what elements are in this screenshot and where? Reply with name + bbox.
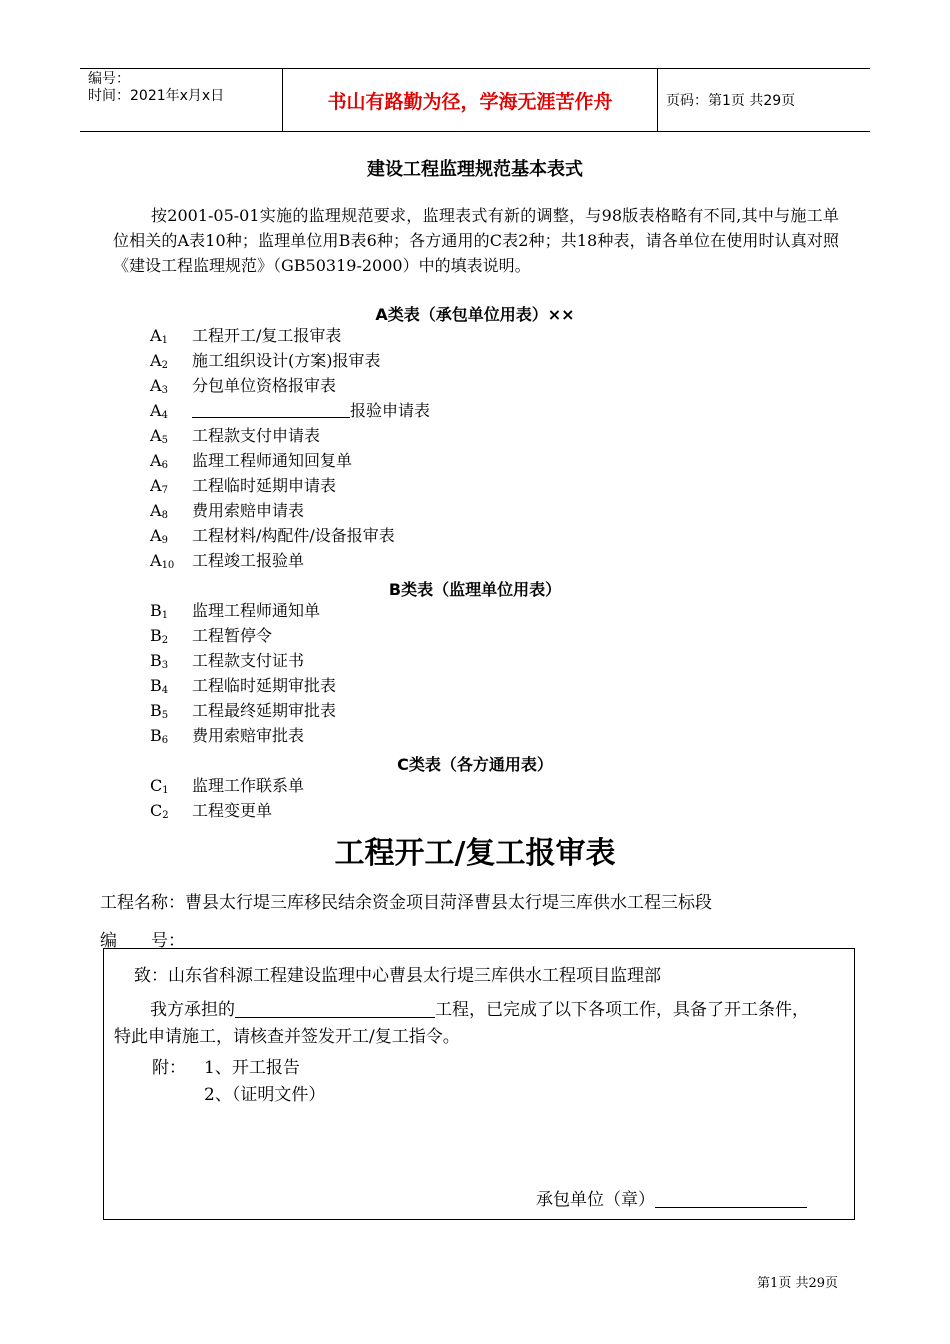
item-label: 报验申请表	[350, 401, 431, 420]
item-code	[150, 350, 192, 377]
page-footer: 第1页 共29页	[757, 1276, 838, 1291]
intro-paragraph: 按2001-05-01实施的监理规范要求，监理表式有新的调整，与98版表格略有不同,其中与施工单位相关的A表10种；监理单位用B表6种；各方通用的C表2种；共18种表，请各单位在使用时认真对照《建设工程监理规范》（GB50319-2000）中的填表说明。	[113, 206, 839, 275]
item-code	[150, 500, 192, 527]
item-label: 施工组织设计(方案)报审表	[192, 351, 381, 370]
attach-1: 1、开工报告	[204, 1058, 300, 1078]
item-label: 费用索赔申请表	[192, 501, 305, 520]
item-letter: B	[150, 676, 162, 695]
item-subscript: 8	[161, 510, 168, 521]
list-item	[150, 700, 336, 727]
item-label: 费用索赔审批表	[192, 726, 305, 745]
item-label: 工程变更单	[192, 801, 273, 820]
section-b-title: B类表（监理单位用表）	[388, 580, 562, 599]
item-subscript: 1	[161, 335, 168, 346]
signature-blank[interactable]	[655, 1190, 807, 1208]
list-item	[150, 375, 336, 402]
list-item	[150, 525, 395, 552]
item-letter: A	[150, 426, 162, 445]
item-subscript: 2	[161, 360, 168, 371]
item-label: 监理工程师通知回复单	[192, 451, 353, 470]
item-code	[150, 700, 192, 727]
attach-label: 附：	[152, 1058, 186, 1078]
header-meta	[80, 69, 282, 131]
body-line-1	[150, 995, 809, 1020]
item-letter: A	[150, 351, 162, 370]
item-subscript: 4	[161, 410, 168, 421]
item-subscript: 10	[161, 560, 175, 571]
item-code	[150, 725, 192, 752]
item-letter: A	[150, 476, 162, 495]
item-label: 工程开工/复工报审表	[192, 326, 342, 345]
item-code	[150, 675, 192, 702]
item-letter: A	[150, 326, 162, 345]
item-code	[150, 800, 192, 827]
list-item	[150, 500, 304, 527]
item-label: 监理工作联系单	[192, 776, 305, 795]
attach-2: 2、（证明文件）	[204, 1085, 326, 1105]
item-code	[150, 550, 192, 577]
item-subscript: 2	[161, 635, 169, 646]
item-label: 工程竣工报验单	[192, 551, 305, 570]
item-letter: C	[150, 801, 163, 820]
item-letter: B	[150, 601, 162, 620]
form-number: 编 号：	[100, 931, 185, 951]
item-code	[150, 650, 192, 677]
list-item	[150, 400, 430, 427]
item-subscript: 3	[161, 660, 169, 671]
item-label: 工程款支付申请表	[192, 426, 321, 445]
item-code	[150, 475, 192, 502]
page-header	[80, 68, 870, 132]
list-item	[150, 350, 381, 377]
header-motto: 书山有路勤为径，学海无涯苦作舟	[282, 69, 658, 131]
item-label: 工程款支付证书	[192, 651, 305, 670]
item-letter: A	[150, 451, 162, 470]
item-code	[150, 775, 192, 802]
item-label: 工程临时延期申请表	[192, 476, 337, 495]
inspection-type-blank[interactable]	[192, 401, 350, 418]
list-item	[150, 600, 320, 627]
item-code	[150, 400, 192, 427]
application-box	[103, 948, 855, 1220]
list-item	[150, 725, 304, 752]
section-c-title: C类表（各方通用表）	[397, 755, 553, 774]
item-label: 监理工程师通知单	[192, 601, 321, 620]
item-letter: A	[150, 401, 162, 420]
item-code	[150, 425, 192, 452]
item-subscript: 7	[161, 485, 168, 496]
list-item	[150, 800, 272, 827]
item-subscript: 6	[161, 735, 169, 746]
list-item	[150, 550, 304, 577]
item-letter: A	[150, 551, 162, 570]
list-item	[150, 325, 341, 352]
header-time: 时间：2021年x月x日	[88, 88, 225, 104]
item-subscript: 6	[161, 460, 168, 471]
list-item	[150, 625, 272, 652]
item-code	[150, 600, 192, 627]
item-letter: A	[150, 526, 162, 545]
project-blank[interactable]	[235, 1000, 435, 1018]
item-letter: B	[150, 626, 162, 645]
item-label: 工程最终延期审批表	[192, 701, 337, 720]
item-subscript: 1	[162, 785, 169, 796]
item-letter: B	[150, 726, 162, 745]
item-label: 工程材料/构配件/设备报审表	[192, 526, 395, 545]
header-page: 页码：第1页 共29页	[666, 93, 796, 109]
item-code	[150, 450, 192, 477]
list-item	[150, 475, 336, 502]
list-item	[150, 650, 304, 677]
section-a-title: A类表（承包单位用表）××	[375, 305, 575, 324]
item-label: 工程暂停令	[192, 626, 273, 645]
addressee: 致：山东省科源工程建设监理中心曹县太行堤三库供水工程项目监理部	[134, 966, 661, 986]
item-subscript: 4	[161, 685, 169, 696]
form-title: 工程开工/复工报审表	[334, 836, 616, 871]
item-code	[150, 325, 192, 352]
body-line-2: 特此申请施工，请核查并签发开工/复工指令。	[114, 1027, 460, 1047]
item-subscript: 1	[161, 610, 169, 621]
signature-label: 承包单位（章）	[536, 1190, 655, 1210]
item-letter: C	[150, 776, 163, 795]
item-letter: A	[150, 501, 162, 520]
doc-title: 建设工程监理规范基本表式	[367, 159, 583, 180]
list-item	[150, 425, 320, 452]
header-number: 编号：	[88, 71, 130, 87]
item-subscript: 5	[161, 435, 168, 446]
item-letter: A	[150, 376, 162, 395]
item-subscript: 3	[161, 385, 168, 396]
item-code	[150, 625, 192, 652]
item-subscript: 9	[161, 535, 168, 546]
item-subscript: 2	[162, 810, 169, 821]
signature-line	[536, 1185, 807, 1210]
item-subscript: 5	[161, 710, 169, 721]
item-code	[150, 375, 192, 402]
item-label: 工程临时延期审批表	[192, 676, 337, 695]
list-item	[150, 775, 304, 802]
item-code	[150, 525, 192, 552]
body-suffix: 工程，已完成了以下各项工作，具备了开工条件，	[435, 1000, 809, 1020]
item-letter: B	[150, 651, 162, 670]
list-item	[150, 450, 352, 477]
project-name: 工程名称：曹县太行堤三库移民结余资金项目菏泽曹县太行堤三库供水工程三标段	[100, 893, 712, 913]
item-label: 分包单位资格报审表	[192, 376, 337, 395]
body-prefix: 我方承担的	[150, 1000, 235, 1020]
list-item	[150, 675, 336, 702]
item-letter: B	[150, 701, 162, 720]
